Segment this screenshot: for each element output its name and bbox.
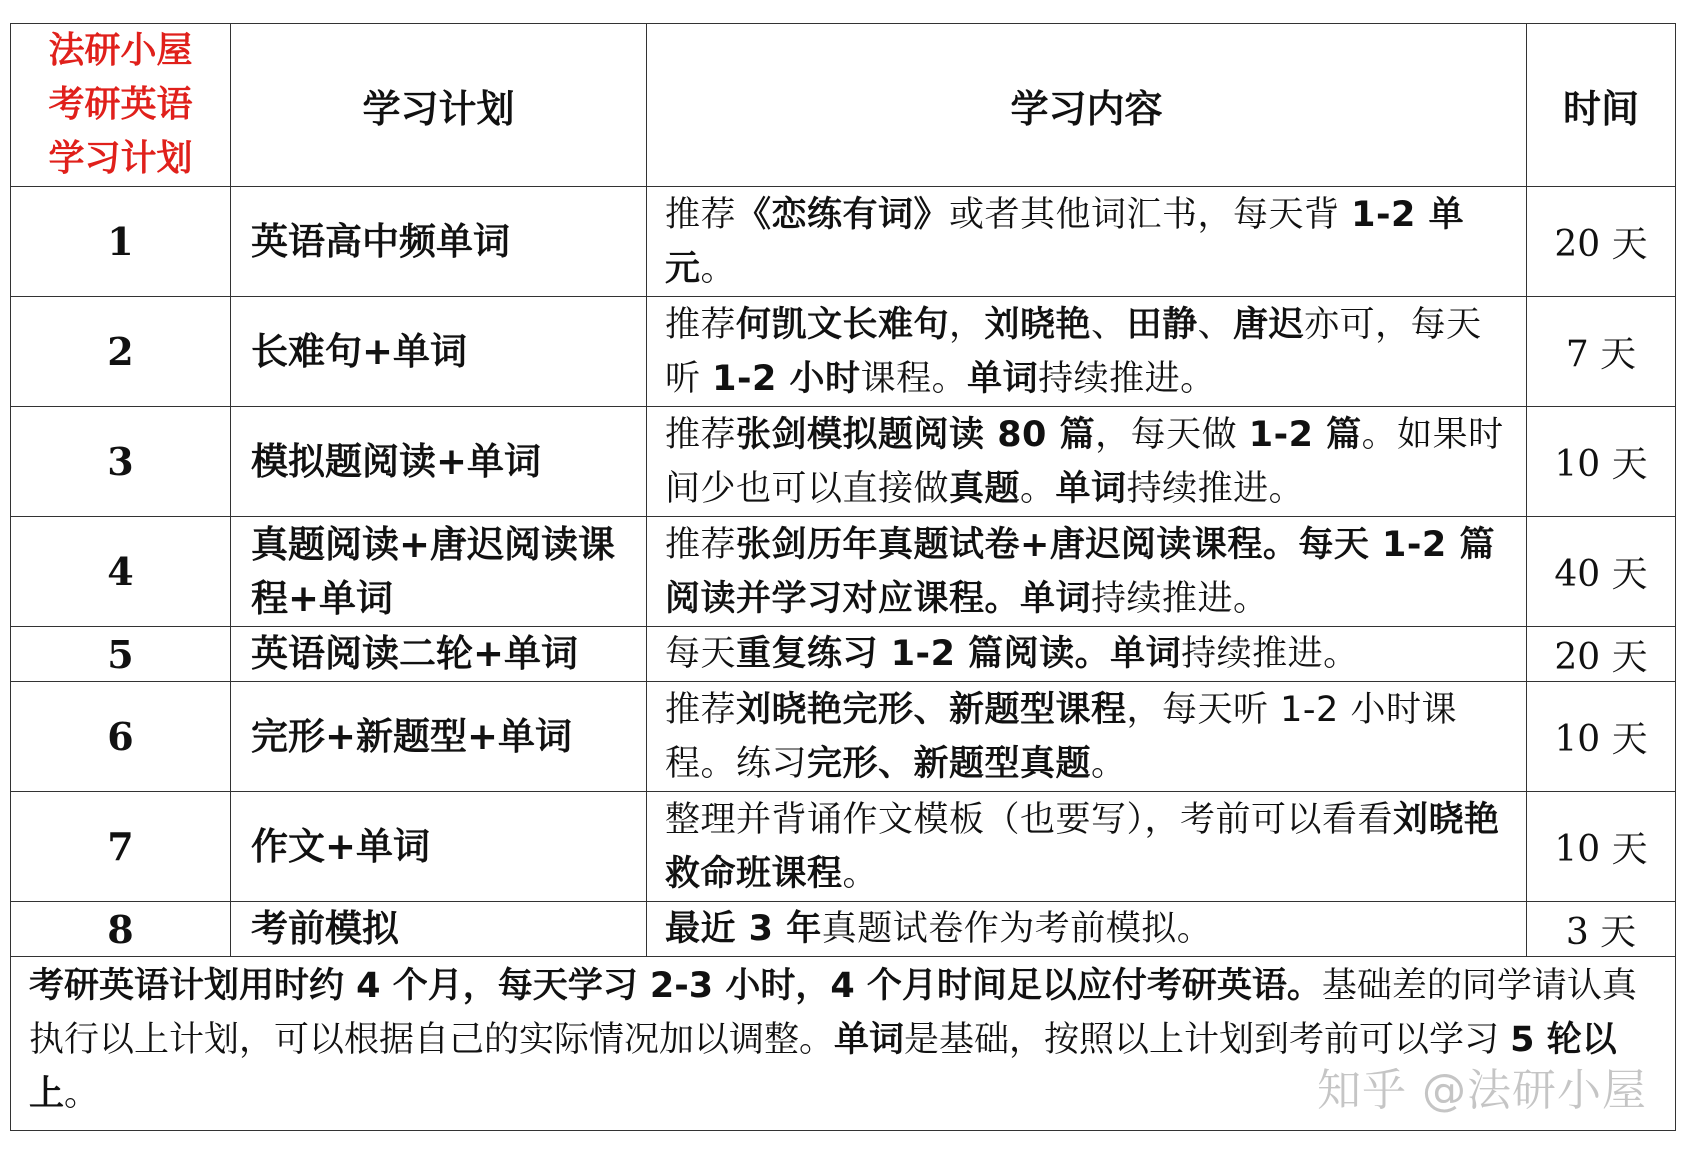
text-run: 基础差的同学请认真执行以上计划，可以根据自己的实际情况加以调整。 — [29, 966, 1637, 1060]
column-header-content: 学习内容 — [647, 24, 1527, 187]
bold-text-run: 重复练习 1-2 篇阅读。单词 — [736, 634, 1182, 674]
text-run: 或者其他词汇书，每天背 — [949, 194, 1352, 235]
row-content-cell — [647, 902, 1527, 957]
text-run: 。 — [1020, 468, 1056, 509]
row-time-cell: 40 天 — [1527, 517, 1676, 627]
bold-text-run: 何凯文长难句 — [736, 304, 950, 345]
row-task-cell: 模拟题阅读+单词 — [231, 407, 647, 517]
summary-note-cell — [11, 957, 1676, 1131]
text-run: 推荐 — [665, 304, 737, 345]
text-run: 持续推进。 — [1091, 578, 1269, 619]
bold-text-run: 单词 — [967, 358, 1039, 399]
row-4-index-cell: 4 — [11, 517, 231, 627]
text-run: 、 — [1091, 304, 1127, 345]
row-time-cell: 3 天 — [1527, 902, 1676, 957]
bold-text-run: 刘晓艳完形、新题型课程 — [736, 689, 1127, 730]
bold-text-run: 田静 — [1126, 304, 1198, 345]
text-run: ， — [949, 304, 985, 345]
column-header-time: 时间 — [1527, 24, 1676, 187]
text-run: 课程。 — [860, 358, 968, 399]
text-run: 推荐 — [665, 194, 737, 235]
text-run: 推荐 — [665, 414, 737, 455]
row-time-cell: 10 天 — [1527, 792, 1676, 902]
bold-text-run: 《恋练有词》 — [736, 194, 950, 235]
text-run: 。 — [1091, 743, 1127, 784]
text-run: 。如果时间少也可以直接做 — [665, 414, 1504, 509]
row-time-cell: 20 天 — [1527, 187, 1676, 297]
text-run: ，每天听 1-2 小时课程。练习 — [665, 689, 1457, 784]
text-run: 。 — [842, 853, 879, 894]
bold-text-run: 张剑历年真题试卷+唐迟阅读课程。每天 1-2 篇阅读并学习对应课程。单词 — [665, 524, 1495, 619]
brand-title-cell — [11, 24, 231, 187]
brand-line-1: 法研小屋 — [48, 30, 193, 71]
bold-text-run: 完形、新题型真题 — [807, 743, 1092, 784]
row-time-cell: 7 天 — [1527, 297, 1676, 407]
row-1-index-cell: 1 — [11, 187, 231, 297]
text-run: 持续推进。 — [1038, 358, 1216, 399]
text-run: 。 — [700, 248, 737, 289]
bold-text-run: 刘晓艳救命班课程 — [665, 799, 1500, 894]
bold-text-run: 唐迟 — [1233, 304, 1305, 345]
row-time-cell: 20 天 — [1527, 627, 1676, 682]
text-run: 、 — [1197, 304, 1234, 345]
row-task-cell: 完形+新题型+单词 — [231, 682, 647, 792]
table-row — [11, 297, 1676, 407]
row-content-cell — [647, 517, 1527, 627]
bold-text-run: 最近 3 年 — [665, 909, 822, 949]
study-plan-document — [10, 23, 1675, 1131]
row-3-index-cell: 3 — [11, 407, 231, 517]
bold-text-run: 单词 — [1055, 468, 1127, 509]
row-content-cell — [647, 187, 1527, 297]
study-plan-table — [10, 23, 1676, 1131]
header-row — [11, 24, 1676, 187]
row-task-cell: 英语高中频单词 — [231, 187, 647, 297]
row-task-cell: 长难句+单词 — [231, 297, 647, 407]
bold-text-run: 1-2 单元 — [665, 194, 1465, 289]
row-task-cell: 作文+单词 — [231, 792, 647, 902]
table-row — [11, 187, 1676, 297]
text-run: ，每天做 — [1095, 414, 1249, 455]
text-run: 是基础，按照以上计划到考前可以学习 — [904, 1020, 1511, 1060]
footer-row — [11, 957, 1676, 1131]
row-8-index-cell: 8 — [11, 902, 231, 957]
row-content-cell — [647, 407, 1527, 517]
table-row — [11, 627, 1676, 682]
row-content-cell — [647, 682, 1527, 792]
bold-text-run: 真题 — [949, 468, 1021, 509]
row-content-cell — [647, 792, 1527, 902]
row-task-cell: 真题阅读+唐迟阅读课程+单词 — [231, 517, 647, 627]
table-row — [11, 407, 1676, 517]
table-row — [11, 792, 1676, 902]
column-header-plan: 学习计划 — [231, 24, 647, 187]
brand-line-3: 学习计划 — [48, 138, 193, 179]
row-6-index-cell: 6 — [11, 682, 231, 792]
text-run: 。 — [64, 1074, 100, 1114]
bold-text-run: 1-2 小时 — [712, 358, 861, 399]
row-time-cell: 10 天 — [1527, 682, 1676, 792]
text-run: 推荐 — [665, 689, 737, 730]
text-run: 真题试卷作为考前模拟。 — [821, 909, 1213, 949]
text-run: 整理并背诵作文模板（也要写），考前可以看看 — [665, 799, 1394, 840]
table-row — [11, 517, 1676, 627]
row-task-cell: 考前模拟 — [231, 902, 647, 957]
brand-line-2: 考研英语 — [48, 84, 193, 125]
row-content-cell — [647, 627, 1527, 682]
text-run: 持续推进。 — [1126, 468, 1305, 509]
table-row — [11, 682, 1676, 792]
bold-text-run: 1-2 篇 — [1248, 414, 1362, 455]
table-row — [11, 902, 1676, 957]
row-time-cell: 10 天 — [1527, 407, 1676, 517]
row-7-index-cell: 7 — [11, 792, 231, 902]
row-task-cell: 英语阅读二轮+单词 — [231, 627, 647, 682]
bold-text-run: 刘晓艳 — [984, 304, 1092, 345]
watermark: 知乎 @法研小屋 — [1317, 1065, 1647, 1116]
row-2-index-cell: 2 — [11, 297, 231, 407]
text-run: 亦可，每天听 — [665, 304, 1482, 399]
bold-text-run: 张剑模拟题阅读 80 篇 — [736, 414, 1096, 455]
row-content-cell — [647, 297, 1527, 407]
bold-text-run: 单词 — [834, 1020, 905, 1060]
row-5-index-cell: 5 — [11, 627, 231, 682]
bold-text-run: 5 轮以上 — [29, 1020, 1617, 1114]
text-run: 每天 — [665, 634, 737, 674]
bold-text-run: 考研英语计划用时约 4 个月，每天学习 2-3 小时，4 个月时间足以应付考研英语。 — [29, 966, 1322, 1006]
text-run: 持续推进。 — [1181, 634, 1359, 674]
text-run: 推荐 — [665, 524, 737, 565]
